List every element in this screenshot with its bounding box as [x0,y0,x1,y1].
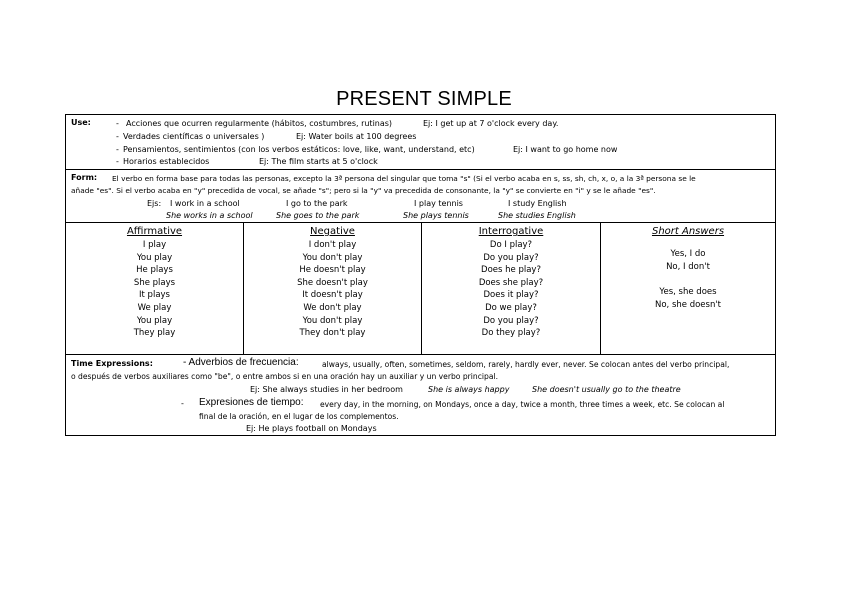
interrogative-row: Does she play? [478,277,544,288]
affirmative-row: You play [136,252,173,263]
affirmative-heading: Affirmative [126,226,183,237]
interrogative-row: Do I play? [489,240,533,250]
use-item-text: Verdades científicas o universales ) [123,132,265,141]
use-item-example: Ej: I want to go home now [513,145,618,154]
tiempo-text: every day, in the morning, on Mondays, once a day, twice a month, three times a week, etc. Se colocan al [320,400,725,409]
frequency-text: always, usually, often, sometimes, seldom, rarely, hardly ever, never. Se colocan antes del verbo principal, [322,360,730,369]
form-example: She works in a school [166,211,253,220]
frequency-text-line2: o después de verbos auxiliares como "be", o entre ambos si en una oración hay un auxiliar y un verbo principal. [71,372,498,381]
short-answer: No, I don't [666,261,710,272]
interrogative-row: Do we play? [485,302,537,313]
affirmative-row: He plays [136,265,173,276]
use-item-text: Horarios establecidos [123,157,210,166]
frequency-example: She is always happy [428,385,510,394]
interrogative-row: Does it play? [483,290,539,301]
negative-row: They don't play [299,328,366,339]
form-description-line2: añade "es". Si el verbo acaba en "y" precedida de vocal, se añade "s"; pero si la "y" va precedida de consonante, la "y" se convierte en "i" y se le añade "es". [71,186,656,195]
interrogative-column [422,223,601,355]
time-bullet: - [181,399,184,408]
negative-heading: Negative [310,226,355,237]
conjugation-table [66,223,775,355]
form-example: I study English [508,199,567,208]
affirmative-row: It plays [139,290,170,301]
form-description-line1: El verbo en forma base para todas las personas, excepto la 3ª persona del singular que toma "s" (Si el verbo acaba en s, ss, sh, ch, x, o, a la 3ª persona se le [112,174,696,183]
negative-column [244,223,422,355]
use-bullet: - [116,119,119,128]
use-bullet: - [116,157,119,166]
negative-row: He doesn't play [299,265,366,276]
affirmative-row: She plays [133,277,176,288]
frequency-heading: - Adverbios de frecuencia: [183,357,299,368]
interrogative-row: Do you play? [483,252,539,263]
form-example: I play tennis [414,199,463,208]
interrogative-row: Do you play? [483,315,539,326]
short-answer: No, she doesn't [654,299,722,310]
tiempo-example: Ej: He plays football on Mondays [246,424,377,433]
negative-row: We don't play [303,302,362,313]
affirmative-column [66,223,244,355]
use-bullet: - [116,132,119,141]
form-examples-label: Ejs: [147,199,162,208]
short-answers-heading: Short Answers [651,226,725,237]
short-answer: Yes, she does [659,287,717,298]
affirmative-row: I play [142,240,167,250]
negative-row: I don't play [308,240,357,250]
short-answers-column [601,223,775,355]
tiempo-text-line2: final de la oración, en el lugar de los complementos. [199,412,399,421]
time-label: Time Expressions: [71,359,153,368]
form-example: She plays tennis [403,211,469,220]
affirmative-row: You play [136,315,173,326]
form-example: I work in a school [170,199,240,208]
form-example: She studies English [498,211,576,220]
frequency-example: She doesn't usually go to the theatre [532,385,681,394]
tiempo-heading: Expresiones de tiempo: [199,397,304,408]
use-item-example: Ej: Water boils at 100 degrees [296,132,417,141]
form-example: She goes to the park [276,211,360,220]
use-label: Use: [71,118,91,127]
negative-row: It doesn't play [302,290,363,301]
interrogative-row: Does he play? [481,265,541,276]
use-item-text: Acciones que ocurren regularmente (hábitos, costumbres, rutinas) [126,119,393,128]
use-bullet: - [116,145,119,154]
use-item-example: Ej: The film starts at 5 o'clock [259,157,378,166]
form-section [66,170,775,223]
document-title: PRESENT SIMPLE [336,88,512,110]
negative-row: You don't play [302,252,363,263]
use-item-text: Pensamientos, sentimientos (con los verbos estáticos: love, like, want, understand, etc) [123,145,475,154]
form-label: Form: [71,173,98,182]
negative-row: She doesn't play [297,277,368,288]
grammar-table [65,114,776,436]
affirmative-row: We play [137,302,172,313]
negative-row: You don't play [302,315,363,326]
form-example: I go to the park [286,199,348,208]
frequency-example: Ej: She always studies in her bedroom [250,385,403,394]
time-expressions-section [66,355,775,435]
use-section [66,115,775,170]
affirmative-row: They play [133,328,176,339]
use-item-example: Ej: I get up at 7 o'clock every day. [423,119,559,128]
interrogative-heading: Interrogative [478,226,544,237]
short-answer: Yes, I do [670,249,706,259]
interrogative-row: Do they play? [481,328,541,339]
